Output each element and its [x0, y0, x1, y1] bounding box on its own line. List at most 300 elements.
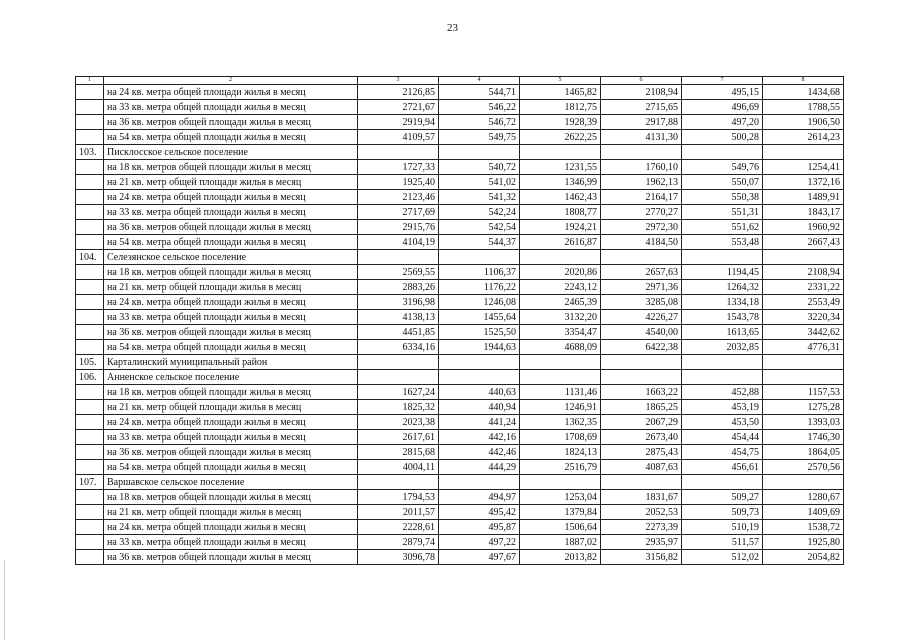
row-index: [76, 295, 104, 310]
value-cell: 442,16: [439, 430, 520, 445]
value-cell: 1864,05: [763, 445, 844, 460]
value-cell: 1760,10: [601, 160, 682, 175]
value-cell: [520, 370, 601, 385]
row-index: [76, 550, 104, 565]
value-cell: 544,37: [439, 235, 520, 250]
value-cell: 1925,80: [763, 535, 844, 550]
value-cell: 2123,46: [358, 190, 439, 205]
value-cell: 1379,84: [520, 505, 601, 520]
value-cell: 1924,21: [520, 220, 601, 235]
value-cell: 542,54: [439, 220, 520, 235]
row-index: [76, 190, 104, 205]
value-cell: 546,22: [439, 100, 520, 115]
row-index: [76, 205, 104, 220]
row-label: на 18 кв. метров общей площади жилья в месяц: [104, 160, 358, 175]
value-cell: 456,61: [682, 460, 763, 475]
row-label: на 54 кв. метра общей площади жилья в месяц: [104, 340, 358, 355]
row-label: Карталинский муниципальный район: [104, 355, 358, 370]
value-cell: 4109,57: [358, 130, 439, 145]
value-cell: 509,27: [682, 490, 763, 505]
value-cell: 1613,65: [682, 325, 763, 340]
value-cell: 1708,69: [520, 430, 601, 445]
value-cell: 1812,75: [520, 100, 601, 115]
value-cell: 2971,36: [601, 280, 682, 295]
row-index: [76, 265, 104, 280]
value-cell: 1960,92: [763, 220, 844, 235]
value-cell: 1506,64: [520, 520, 601, 535]
value-cell: [763, 475, 844, 490]
row-label: на 21 кв. метр общей площади жилья в месяц: [104, 505, 358, 520]
value-cell: 540,72: [439, 160, 520, 175]
value-cell: [601, 475, 682, 490]
value-cell: [601, 250, 682, 265]
value-cell: 4138,13: [358, 310, 439, 325]
row-index: [76, 100, 104, 115]
value-cell: 1824,13: [520, 445, 601, 460]
value-cell: 3442,62: [763, 325, 844, 340]
value-cell: 1246,91: [520, 400, 601, 415]
value-cell: 2935,97: [601, 535, 682, 550]
value-cell: [439, 355, 520, 370]
table-row: [76, 130, 844, 145]
row-label: Селезянское сельское поселение: [104, 250, 358, 265]
value-cell: 2570,56: [763, 460, 844, 475]
row-label: на 36 кв. метров общей площади жилья в месяц: [104, 445, 358, 460]
value-cell: 1928,39: [520, 115, 601, 130]
row-index: [76, 505, 104, 520]
value-cell: [520, 145, 601, 160]
value-cell: [358, 370, 439, 385]
value-cell: 3096,78: [358, 550, 439, 565]
value-cell: 2622,25: [520, 130, 601, 145]
row-index: [76, 235, 104, 250]
value-cell: [682, 250, 763, 265]
value-cell: 1253,04: [520, 490, 601, 505]
value-cell: 497,67: [439, 550, 520, 565]
value-cell: [601, 370, 682, 385]
value-cell: 3220,34: [763, 310, 844, 325]
table-row: [76, 475, 844, 490]
value-cell: 2228,61: [358, 520, 439, 535]
value-cell: 444,29: [439, 460, 520, 475]
row-label: на 33 кв. метра общей площади жилья в месяц: [104, 100, 358, 115]
row-index: [76, 535, 104, 550]
value-cell: 496,69: [682, 100, 763, 115]
value-cell: 1944,63: [439, 340, 520, 355]
value-cell: 495,42: [439, 505, 520, 520]
value-cell: 4776,31: [763, 340, 844, 355]
row-label: на 36 кв. метров общей площади жилья в месяц: [104, 220, 358, 235]
table-row: [76, 145, 844, 160]
row-label: на 54 кв. метра общей площади жилья в месяц: [104, 130, 358, 145]
column-header: 3: [358, 77, 439, 85]
value-cell: 1176,22: [439, 280, 520, 295]
table-row: [76, 400, 844, 415]
value-cell: 1372,16: [763, 175, 844, 190]
row-index: 107.: [76, 475, 104, 490]
value-cell: 440,94: [439, 400, 520, 415]
table-row: [76, 205, 844, 220]
value-cell: 6334,16: [358, 340, 439, 355]
value-cell: 2331,22: [763, 280, 844, 295]
value-cell: 2108,94: [763, 265, 844, 280]
value-cell: [358, 250, 439, 265]
row-index: [76, 310, 104, 325]
table-row: [76, 385, 844, 400]
value-cell: 550,38: [682, 190, 763, 205]
value-cell: 1746,30: [763, 430, 844, 445]
value-cell: 1434,68: [763, 85, 844, 100]
value-cell: 2052,53: [601, 505, 682, 520]
value-cell: 2067,29: [601, 415, 682, 430]
row-label: на 24 кв. метра общей площади жилья в месяц: [104, 520, 358, 535]
value-cell: 2243,12: [520, 280, 601, 295]
value-cell: 512,02: [682, 550, 763, 565]
row-index: [76, 520, 104, 535]
value-cell: [439, 475, 520, 490]
row-label: Анненское сельское поселение: [104, 370, 358, 385]
value-cell: 4451,85: [358, 325, 439, 340]
row-label: на 18 кв. метров общей площади жилья в месяц: [104, 265, 358, 280]
value-cell: 2617,61: [358, 430, 439, 445]
value-cell: 3156,82: [601, 550, 682, 565]
value-cell: 2875,43: [601, 445, 682, 460]
row-index: 104.: [76, 250, 104, 265]
table-row: [76, 190, 844, 205]
table-row: [76, 250, 844, 265]
row-index: [76, 160, 104, 175]
value-cell: 2915,76: [358, 220, 439, 235]
table-body: [76, 85, 844, 565]
value-cell: 3285,08: [601, 295, 682, 310]
value-cell: 1157,53: [763, 385, 844, 400]
table-row: [76, 370, 844, 385]
value-cell: 1825,32: [358, 400, 439, 415]
table-row: [76, 295, 844, 310]
value-cell: 2717,69: [358, 205, 439, 220]
value-cell: 4184,50: [601, 235, 682, 250]
value-cell: 2013,82: [520, 550, 601, 565]
value-cell: 2616,87: [520, 235, 601, 250]
value-cell: 1925,40: [358, 175, 439, 190]
row-label: на 36 кв. метров общей площади жилья в месяц: [104, 550, 358, 565]
row-index: [76, 385, 104, 400]
column-header: 5: [520, 77, 601, 85]
value-cell: 1627,24: [358, 385, 439, 400]
value-cell: 1962,13: [601, 175, 682, 190]
value-cell: 1455,64: [439, 310, 520, 325]
row-label: на 18 кв. метров общей площади жилья в месяц: [104, 385, 358, 400]
row-label: Варшавское сельское поселение: [104, 475, 358, 490]
row-index: [76, 340, 104, 355]
value-cell: 441,24: [439, 415, 520, 430]
value-cell: 550,07: [682, 175, 763, 190]
row-index: [76, 325, 104, 340]
table-row: [76, 520, 844, 535]
value-cell: [682, 370, 763, 385]
row-label: на 24 кв. метра общей площади жилья в месяц: [104, 415, 358, 430]
value-cell: 549,75: [439, 130, 520, 145]
value-cell: [682, 145, 763, 160]
value-cell: 509,73: [682, 505, 763, 520]
value-cell: 544,71: [439, 85, 520, 100]
value-cell: 1194,45: [682, 265, 763, 280]
value-cell: 1409,69: [763, 505, 844, 520]
table-row: [76, 415, 844, 430]
table-row: [76, 430, 844, 445]
value-cell: 2011,57: [358, 505, 439, 520]
row-label: на 33 кв. метра общей площади жилья в месяц: [104, 205, 358, 220]
value-cell: 1254,41: [763, 160, 844, 175]
table-row: [76, 460, 844, 475]
row-label: на 24 кв. метра общей площади жилья в месяц: [104, 85, 358, 100]
value-cell: 1334,18: [682, 295, 763, 310]
table-row: [76, 280, 844, 295]
value-cell: 2919,94: [358, 115, 439, 130]
value-cell: 1538,72: [763, 520, 844, 535]
value-cell: 1264,32: [682, 280, 763, 295]
table-row: [76, 100, 844, 115]
table-row: [76, 340, 844, 355]
value-cell: 4004,11: [358, 460, 439, 475]
table-row: [76, 310, 844, 325]
value-cell: 1231,55: [520, 160, 601, 175]
row-index: 103.: [76, 145, 104, 160]
value-cell: 4226,27: [601, 310, 682, 325]
row-index: [76, 460, 104, 475]
value-cell: 454,44: [682, 430, 763, 445]
value-cell: [520, 355, 601, 370]
row-index: [76, 175, 104, 190]
column-header: 1: [76, 77, 104, 85]
row-label: на 36 кв. метров общей площади жилья в месяц: [104, 325, 358, 340]
row-index: [76, 130, 104, 145]
row-label: на 36 кв. метров общей площади жилья в месяц: [104, 115, 358, 130]
table-row: [76, 265, 844, 280]
row-index: [76, 445, 104, 460]
value-cell: 2917,88: [601, 115, 682, 130]
value-cell: 511,57: [682, 535, 763, 550]
value-cell: 2516,79: [520, 460, 601, 475]
value-cell: 2273,39: [601, 520, 682, 535]
value-cell: 1906,50: [763, 115, 844, 130]
value-cell: 1808,77: [520, 205, 601, 220]
table-row: [76, 325, 844, 340]
value-cell: 2553,49: [763, 295, 844, 310]
column-header: 2: [104, 77, 358, 85]
value-cell: [763, 355, 844, 370]
value-cell: 2721,67: [358, 100, 439, 115]
value-cell: 1275,28: [763, 400, 844, 415]
value-cell: 4540,00: [601, 325, 682, 340]
value-cell: 2164,17: [601, 190, 682, 205]
value-cell: 1788,55: [763, 100, 844, 115]
value-cell: 453,19: [682, 400, 763, 415]
value-cell: 1887,02: [520, 535, 601, 550]
value-cell: [358, 475, 439, 490]
page-number: 23: [447, 22, 458, 34]
row-index: [76, 280, 104, 295]
row-label: на 33 кв. метра общей площади жилья в месяц: [104, 310, 358, 325]
value-cell: [439, 250, 520, 265]
value-cell: 494,97: [439, 490, 520, 505]
table-row: [76, 235, 844, 250]
value-cell: 6422,38: [601, 340, 682, 355]
value-cell: 4688,09: [520, 340, 601, 355]
row-index: [76, 400, 104, 415]
value-cell: 1362,35: [520, 415, 601, 430]
value-cell: 2020,86: [520, 265, 601, 280]
value-cell: 1865,25: [601, 400, 682, 415]
value-cell: 453,50: [682, 415, 763, 430]
value-cell: [682, 475, 763, 490]
value-cell: 1727,33: [358, 160, 439, 175]
table-row: [76, 535, 844, 550]
value-cell: 510,19: [682, 520, 763, 535]
value-cell: 1131,46: [520, 385, 601, 400]
value-cell: 495,15: [682, 85, 763, 100]
value-cell: 500,28: [682, 130, 763, 145]
value-cell: [358, 145, 439, 160]
table-row: [76, 115, 844, 130]
value-cell: 1489,91: [763, 190, 844, 205]
row-label: на 33 кв. метра общей площади жилья в месяц: [104, 535, 358, 550]
value-cell: [682, 355, 763, 370]
value-cell: 2972,30: [601, 220, 682, 235]
row-label: на 24 кв. метра общей площади жилья в месяц: [104, 295, 358, 310]
value-cell: [439, 145, 520, 160]
value-cell: 2673,40: [601, 430, 682, 445]
value-cell: [358, 355, 439, 370]
value-cell: [520, 475, 601, 490]
column-header: 8: [763, 77, 844, 85]
value-cell: 1280,67: [763, 490, 844, 505]
row-label: Писклосское сельское поселение: [104, 145, 358, 160]
tariff-table: [75, 76, 844, 565]
value-cell: [520, 250, 601, 265]
value-cell: 553,48: [682, 235, 763, 250]
value-cell: [601, 145, 682, 160]
value-cell: 1346,99: [520, 175, 601, 190]
value-cell: 2032,85: [682, 340, 763, 355]
row-index: [76, 115, 104, 130]
table-row: [76, 445, 844, 460]
row-label: на 33 кв. метра общей площади жилья в месяц: [104, 430, 358, 445]
value-cell: 452,88: [682, 385, 763, 400]
row-label: на 54 кв. метра общей площади жилья в месяц: [104, 460, 358, 475]
value-cell: 3132,20: [520, 310, 601, 325]
table-row: [76, 505, 844, 520]
table-row: [76, 550, 844, 565]
value-cell: 1246,08: [439, 295, 520, 310]
value-cell: 440,63: [439, 385, 520, 400]
row-index: 106.: [76, 370, 104, 385]
value-cell: 1465,82: [520, 85, 601, 100]
value-cell: [439, 370, 520, 385]
value-cell: [763, 250, 844, 265]
value-cell: 2657,63: [601, 265, 682, 280]
value-cell: 1843,17: [763, 205, 844, 220]
value-cell: 1393,03: [763, 415, 844, 430]
table-row: [76, 220, 844, 235]
value-cell: 2667,43: [763, 235, 844, 250]
value-cell: 1794,53: [358, 490, 439, 505]
table-row: [76, 160, 844, 175]
value-cell: 2569,55: [358, 265, 439, 280]
value-cell: 2108,94: [601, 85, 682, 100]
row-label: на 24 кв. метра общей площади жилья в месяц: [104, 190, 358, 205]
value-cell: 551,62: [682, 220, 763, 235]
column-header: 7: [682, 77, 763, 85]
value-cell: 549,76: [682, 160, 763, 175]
value-cell: 551,31: [682, 205, 763, 220]
table-row: [76, 355, 844, 370]
row-label: на 21 кв. метр общей площади жилья в месяц: [104, 400, 358, 415]
row-label: на 21 кв. метр общей площади жилья в месяц: [104, 175, 358, 190]
row-index: [76, 220, 104, 235]
value-cell: 1462,43: [520, 190, 601, 205]
value-cell: 2054,82: [763, 550, 844, 565]
value-cell: 3196,98: [358, 295, 439, 310]
value-cell: 2883,26: [358, 280, 439, 295]
value-cell: 2815,68: [358, 445, 439, 460]
value-cell: [601, 355, 682, 370]
row-index: [76, 490, 104, 505]
value-cell: 546,72: [439, 115, 520, 130]
value-cell: 454,75: [682, 445, 763, 460]
value-cell: 1525,50: [439, 325, 520, 340]
value-cell: 497,22: [439, 535, 520, 550]
value-cell: 3354,47: [520, 325, 601, 340]
row-index: [76, 430, 104, 445]
value-cell: 497,20: [682, 115, 763, 130]
value-cell: 541,02: [439, 175, 520, 190]
row-label: на 21 кв. метр общей площади жилья в месяц: [104, 280, 358, 295]
row-index: [76, 415, 104, 430]
row-index: [76, 85, 104, 100]
value-cell: 541,32: [439, 190, 520, 205]
value-cell: 2126,85: [358, 85, 439, 100]
value-cell: 495,87: [439, 520, 520, 535]
row-label: на 54 кв. метра общей площади жилья в месяц: [104, 235, 358, 250]
value-cell: 1543,78: [682, 310, 763, 325]
value-cell: 4131,30: [601, 130, 682, 145]
value-cell: 2879,74: [358, 535, 439, 550]
value-cell: [763, 145, 844, 160]
column-number-row: [76, 77, 844, 85]
value-cell: 2023,38: [358, 415, 439, 430]
column-header: 4: [439, 77, 520, 85]
value-cell: 4104,19: [358, 235, 439, 250]
value-cell: [763, 370, 844, 385]
value-cell: 1831,67: [601, 490, 682, 505]
row-label: на 18 кв. метров общей площади жилья в месяц: [104, 490, 358, 505]
value-cell: 2770,27: [601, 205, 682, 220]
table-row: [76, 490, 844, 505]
value-cell: 2715,65: [601, 100, 682, 115]
value-cell: 1663,22: [601, 385, 682, 400]
value-cell: 4087,63: [601, 460, 682, 475]
scan-edge: [4, 560, 5, 640]
value-cell: 2465,39: [520, 295, 601, 310]
value-cell: 442,46: [439, 445, 520, 460]
table-row: [76, 175, 844, 190]
column-header: 6: [601, 77, 682, 85]
value-cell: 1106,37: [439, 265, 520, 280]
table-row: [76, 85, 844, 100]
row-index: 105.: [76, 355, 104, 370]
value-cell: 2614,23: [763, 130, 844, 145]
